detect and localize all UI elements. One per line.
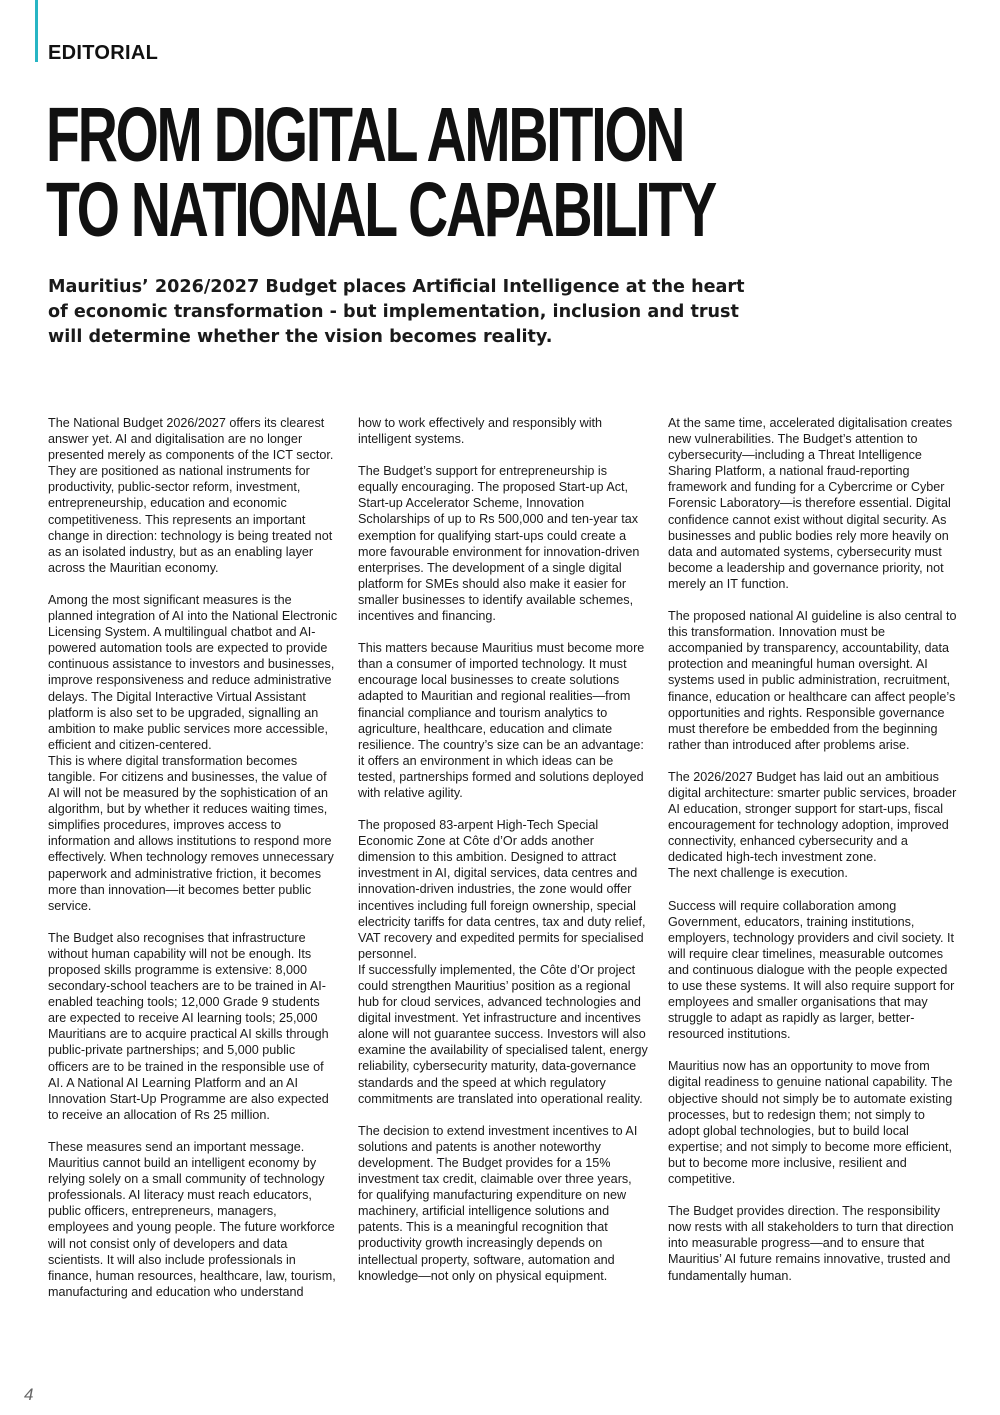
paragraph: The decision to extend investment incentives to AI solutions and patents is another noteworthy development. The Budget provides for a 15% investment tax credit, claimable over three years, for qualifying manufacturing expenditure on new machinery, artificial intelligence solutions and patents. This is a meaningful recognition that productivity growth increasingly depends on intellectual property, software, automation and knowledge—not only on physical equipment.: [358, 1123, 638, 1283]
paragraph: This matters because Mauritius must become more than a consumer of imported technology. It must encourage local businesses to create solutions adapted to Mauritian and regional realities—from financial compliance and tourism analytics to agriculture, healthcare, education and climate resilience. The country’s size can be an advantage: it offers an environment in which ideas can be tested, partnerships formed and solutions deployed with relative agility.: [358, 641, 645, 800]
paragraph: The Budget provides direction. The responsibility now rests with all stakeholders to turn that direction into measurable progress—and to ensure that Mauritius’ AI future remains innovative, trusted and fundamentally human.: [668, 1204, 954, 1283]
page-number: 4: [24, 1385, 34, 1404]
paragraph: The proposed national AI guideline is also central to this transformation. Innovation must be accompanied by transparency, accountability, data protection and meaningful human oversight. AI systems used in public administration, recruitment, finance, education or healthcare can affect people’s opportunities and rights. Responsible governance must therefore be embedded from the beginning rather than introduced after problems arise.: [668, 609, 957, 752]
accent-bar: [35, 0, 38, 62]
section-label: EDITORIAL: [48, 42, 159, 64]
paragraph: The proposed 83-arpent High-Tech Special Economic Zone at Côte d’Or adds another dimension to this ambition. Designed to attract investment in AI, digital services, data centres and innovation-driven industries, the zone would offer incentives including full foreign ownership, special electricity tariffs for data centres, tax and duty relief, VAT recovery and expedited permits for specialised personnel. If successfully implemented, the Côte d’Or project could strengthen Mauritius’ position as a regional hub for cloud services, advanced technologies and digital investment. Yet infrastructure and incentives alone will not guarantee success. Investors will also examine the availability of specialised talent, energy reliability, cybersecurity maturity, data-governance standards and the speed at which regulatory commitments are translated into operational reality.: [358, 818, 648, 1106]
column-1: [48, 415, 338, 1316]
paragraph: Mauritius now has an opportunity to move from digital readiness to genuine national capability. The objective should not simply be to automate existing processes, but to redesign them; not simply to adopt global technologies, but to build local expertise; and not simply to become more efficient, but to become more inclusive, resilient and competitive.: [668, 1059, 953, 1187]
paragraph: The Budget’s support for entrepreneurship is equally encouraging. The proposed Start-up Act, Start-up Accelerator Scheme, Innovation Scholarships of up to Rs 500,000 and ten-year tax exemption for qualifying start-ups could create a more favourable environment for innovation-driven enterprises. The development of a single digital platform for SMEs should also make it easier for smaller businesses to identify available schemes, incentives and financing.: [358, 464, 640, 624]
headline: [46, 92, 716, 253]
paragraph: The 2026/2027 Budget has laid out an ambitious digital architecture: smarter public services, broader AI education, stronger support for start-ups, fiscal encouragement for technology adoption, improved connectivity, enhanced cybersecurity and a dedicated high-tech investment zone. The next challenge is execution.: [668, 769, 957, 881]
paragraph: Among the most significant measures is the planned integration of AI into the National Electronic Licensing System. A multilingual chatbot and AI-powered automation tools are expected to provide continuous assistance to investors and businesses, improve responsiveness and reduce administrative delays. The Digital Interactive Virtual Assistant platform is also set to be upgraded, signalling an ambition to make public services more accessible, efficient and citizen-centered. This is where digital transformation becomes tangible. For citizens and businesses, the value of AI will not be measured by the sophistication of an algorithm, but by whether it reduces waiting times, simplifies procedures, improves access to information and allows institutions to respond more effectively. When technology removes unnecessary paperwork and administrative friction, it becomes more than innovation—it becomes better public service.: [48, 592, 338, 913]
standfirst: Mauritius’ 2026/2027 Budget places Artificial Intelligence at the heart of economic transformation - but implementation, inclusion and trust will determine whether the vision becomes reality.: [48, 277, 745, 347]
paragraph: Success will require collaboration among Government, educators, training institutions, employers, technology providers and civil society. It will require clear timelines, measurable outcomes and continuous dialogue with the people expected to use these systems. It will also require support for employees and smaller organisations that may struggle to adapt as rapidly as larger, better-resourced institutions.: [668, 898, 955, 1042]
paragraph: The National Budget 2026/2027 offers its clearest answer yet. AI and digitalisation are no longer presented merely as components of the ICT sector. They are positioned as national instruments for productivity, public-sector reform, investment, entrepreneurship, education and economic competitiveness. This represents an important change in direction: technology is being treated not as an isolated industry, but as an enabling layer across the Mauritian economy.: [48, 416, 334, 575]
paragraph: The Budget also recognises that infrastructure without human capability will not be enough. Its proposed skills programme is extensive: 8,000 secondary-school teachers are to be trained in AI-enabled teaching tools; 12,000 Grade 9 students are expected to receive AI learning tools; 25,000 Mauritians are to acquire practical AI skills through public-private partnerships; and 5,000 public officers are to be trained in the responsible use of AI. A National AI Learning Platform and an AI Innovation Start-Up Programme are also expected to receive an allocation of Rs 25 million.: [48, 930, 329, 1122]
column-2: [358, 415, 648, 1300]
headline-line-2: TO NATIONAL CAPABILITY: [46, 167, 716, 253]
paragraph: These measures send an important message. Mauritius cannot build an intelligent economy by relying solely on a small community of technology professionals. AI literacy must reach educators, public officers, entrepreneurs, managers, employees and young people. The future workforce will not consist only of developers and data scientists. It will also include professionals in finance, human resources, healthcare, law, tourism, manufacturing and education who understand: [48, 1139, 336, 1299]
paragraph: At the same time, accelerated digitalisation creates new vulnerabilities. The Budget’s attention to cybersecurity—including a Threat Intelligence Sharing Platform, a national fraud-reporting framework and funding for a Cybercrime or Cyber Forensic Laboratory—is therefore essential. Digital confidence cannot exist without digital security. As businesses and public bodies rely more heavily on data and automated systems, cybersecurity must become a leadership and governance priority, not merely an IT function.: [668, 416, 953, 591]
column-3: [668, 415, 958, 1300]
paragraph: how to work effectively and responsibly with intelligent systems.: [358, 416, 603, 447]
headline-line-1: FROM DIGITAL AMBITION: [46, 92, 684, 178]
